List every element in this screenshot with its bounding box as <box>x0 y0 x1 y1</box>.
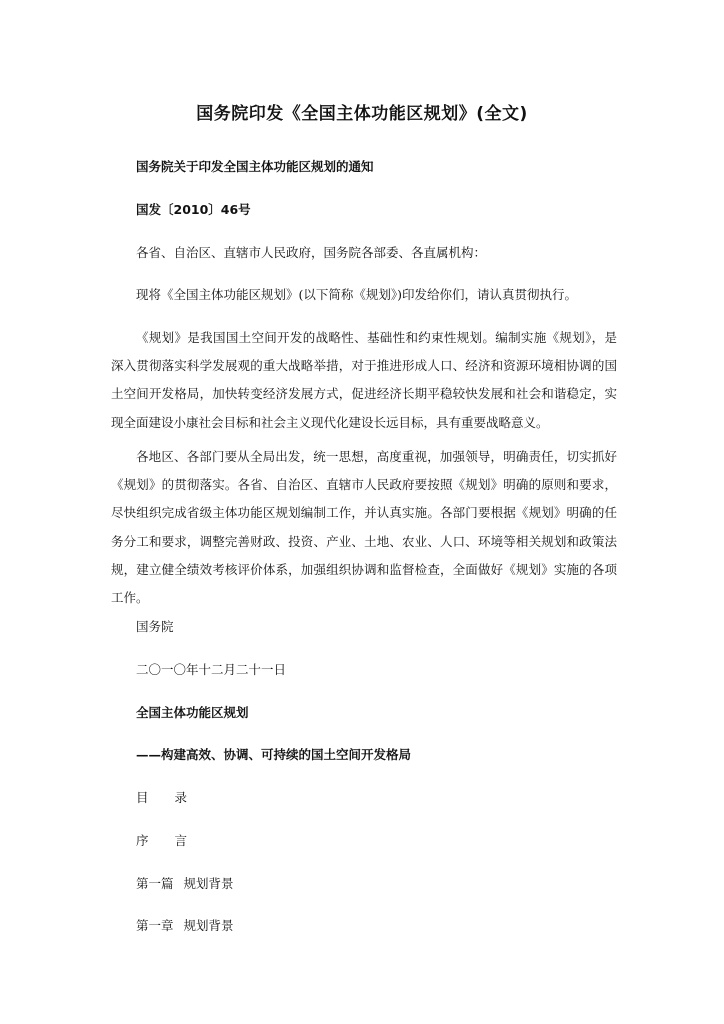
toc-label-part-a: 目 <box>136 790 149 805</box>
document-number: 国发〔2010〕46号 <box>136 202 251 217</box>
preface-label-part-a: 序 <box>136 833 149 848</box>
part-1-title: 规划背景 <box>183 876 234 891</box>
issue-date: 二〇一〇年十二月二十一日 <box>136 662 287 677</box>
intro-sentence: 现将《全国主体功能区规划》(以下简称《规划》)印发给你们，请认真贯彻执行。 <box>136 287 578 302</box>
table-of-contents-heading <box>136 789 187 807</box>
chapter-1-number: 第一章 <box>136 918 174 933</box>
plan-title: 全国主体功能区规划 <box>136 705 249 720</box>
toc-label-part-b: 录 <box>174 790 188 805</box>
document-title: 国务院印发《全国主体功能区规划》(全文) <box>196 104 528 124</box>
issuer: 国务院 <box>136 619 174 634</box>
paragraph-implementation: 各地区、各部门要从全局出发，统一思想，高度重视，加强领导，明确责任，切实抓好《规划》的贯彻落实。各省、自治区、直辖市人民政府要按照《规划》明确的原则和要求，尽快组织完成省级主体功能区规划编制工作，并认真实施。各部门要根据《规划》明确的任务分工和要求，调整完善财政、投资、产业、土地、农业、人口、环境等相关规划和政策法规，建立健全绩效考核评价体系，加强组织协调和监督检查，全面做好《规划》实施的各项工作。 <box>111 449 617 606</box>
paragraph-significance: 《规划》是我国国土空间开发的战略性、基础性和约束性规划。编制实施《规划》，是深入贯彻落实科学发展观的重大战略举措，对于推进形成人口、经济和资源环境相协调的国土空间开发格局，加快转变经济发展方式，促进经济长期平稳较快发展和社会和谐稳定，实现全面建设小康社会目标和社会主义现代化建设长远目标，具有重要战略意义。 <box>111 330 617 430</box>
chapter-1-heading <box>136 917 234 935</box>
chapter-1-title: 规划背景 <box>183 918 234 933</box>
preface-label-part-b: 言 <box>174 833 188 848</box>
notice-heading: 国务院关于印发全国主体功能区规划的通知 <box>136 159 374 174</box>
preface-heading <box>136 832 187 850</box>
part-1-number: 第一篇 <box>136 876 174 891</box>
plan-subtitle: ——构建高效、协调、可持续的国土空间开发格局 <box>136 747 412 762</box>
addressees: 各省、自治区、直辖市人民政府，国务院各部委、各直属机构： <box>136 245 487 260</box>
part-1-heading <box>136 875 234 893</box>
